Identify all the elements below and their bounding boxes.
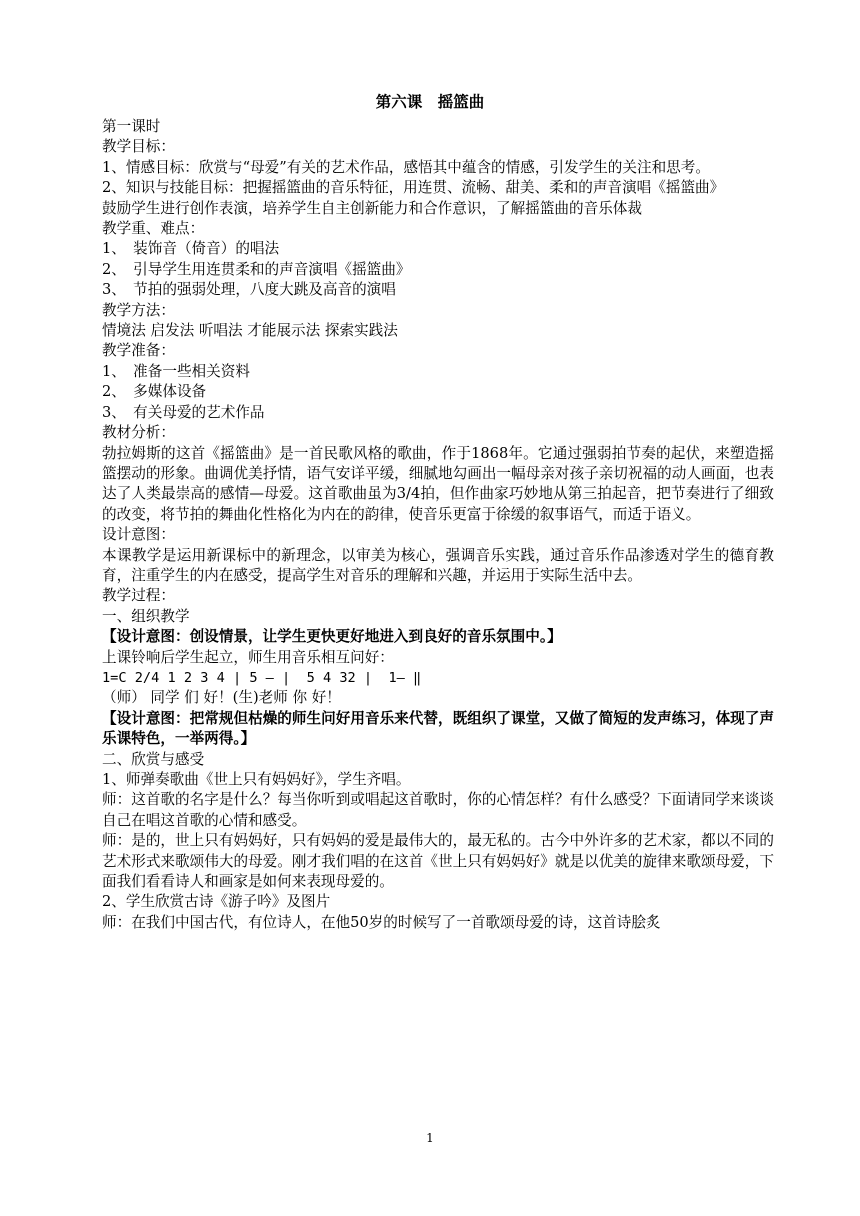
paragraph: 2、学生欣赏古诗《游子吟》及图片: [102, 893, 331, 911]
music-notation: 1=C 2/4 1 2 3 4 | 5 — | 5 4 32 | 1— ‖: [102, 669, 422, 686]
list-item: 2、 多媒体设备: [102, 383, 207, 401]
paragraph: 上课铃响后学生起立，师生用音乐相互问好：: [102, 648, 394, 666]
paragraph-goal-1: 1、情感目标：欣赏与“母爱”有关的艺术作品，感悟其中蕴含的情感，引发学生的关注和思考。: [102, 158, 710, 176]
paragraph-analysis: 勃拉姆斯的这首《摇篮曲》是一首民歌风格的歌曲，作于1868年。它通过强弱拍节奏的起伏，来塑造摇篮摆动的形象。曲调优美抒情，语气安详平缓，细腻地勾画出一幅母亲对孩子亲切祝福的动人画面，也表达了人类最崇高的感情—母爱。这首歌曲虽为3/4拍，但作曲家巧妙地从第三拍起音，把节奏进行了细致的改变，将节拍的舞曲化性格化为内在的韵律，使音乐更富于徐缓的叙事语气，而适于语义。: [102, 444, 774, 523]
page-number: 1: [426, 1131, 434, 1145]
paragraph: 师：在我们中国古代，有位诗人，在他50岁的时候写了一首歌颂母爱的诗，这首诗脍炙: [102, 913, 661, 931]
document-title: 第六课 摇篮曲: [375, 92, 485, 111]
subsection-heading: 一、组织教学: [102, 607, 190, 625]
list-item: 3、 有关母爱的艺术作品: [102, 403, 265, 421]
music-lyrics: （师） 同学 们 好！(生)老师 你 好！: [102, 689, 341, 707]
paragraph: 1、师弹奏歌曲《世上只有妈妈好》，学生齐唱。: [102, 771, 411, 788]
paragraph-goal-2: 2、知识与技能目标：把握摇篮曲的音乐特征，用连贯、流畅、甜美、柔和的声音演唱《摇篮曲》: [102, 179, 725, 197]
paragraph-methods: 情境法 启发法 听唱法 才能展示法 探索实践法: [102, 322, 398, 340]
paragraph: 师：是的，世上只有妈妈好，只有妈妈的爱是最伟大的，最无私的。古今中外许多的艺术家，都以不同的艺术形式来歌颂伟大的母爱。刚才我们唱的在这首《世上只有妈妈好》就是以优美的旋律来歌颂母爱，下面我们看看诗人和画家是如何来表现母爱的。: [102, 832, 774, 891]
section-heading-analysis: 教材分析：: [102, 424, 175, 442]
paragraph-goal-3: 鼓励学生进行创作表演，培养学生自主创新能力和合作意识，了解摇篮曲的音乐体裁: [102, 199, 642, 217]
paragraph: 师：这首歌的名字是什么？每当你听到或唱起这首歌时，你的心情怎样？有什么感受？下面请同学来谈谈自己在唱这首歌的心情和感受。: [102, 791, 774, 829]
list-item: 1、 装饰音（倚音）的唱法: [102, 240, 280, 258]
section-heading-intent: 设计意图：: [102, 526, 175, 544]
subsection-heading: 二、欣赏与感受: [102, 750, 205, 768]
section-heading-key-points: 教学重、难点：: [102, 220, 205, 238]
list-item: 3、 节拍的强弱处理，八度大跳及高音的演唱: [102, 281, 396, 299]
list-item: 1、 准备一些相关资料: [102, 362, 250, 380]
section-heading-methods: 教学方法：: [102, 301, 175, 319]
document-body: [102, 117, 774, 933]
section-heading-process: 教学过程：: [102, 587, 175, 605]
lesson-period: 第一课时: [102, 118, 161, 135]
design-note: 【设计意图：把常规但枯燥的师生问好用音乐来代替，既组织了课堂，又做了简短的发声练习，体现了声乐课特色，一举两得。】: [102, 709, 774, 748]
design-note: 【设计意图：创设情景，让学生更快更好地进入到良好的音乐氛围中。】: [102, 628, 562, 646]
paragraph-intent: 本课教学是运用新课标中的新理念，以审美为核心，强调音乐实践，通过音乐作品渗透对学生的德育教育，注重学生的内在感受，提高学生对音乐的理解和兴趣，并运用于实际生活中去。: [102, 546, 774, 584]
list-item: 2、 引导学生用连贯柔和的声音演唱《摇篮曲》: [102, 260, 411, 278]
section-heading-goals: 教学目标：: [102, 138, 175, 156]
section-heading-preparation: 教学准备：: [102, 342, 175, 360]
